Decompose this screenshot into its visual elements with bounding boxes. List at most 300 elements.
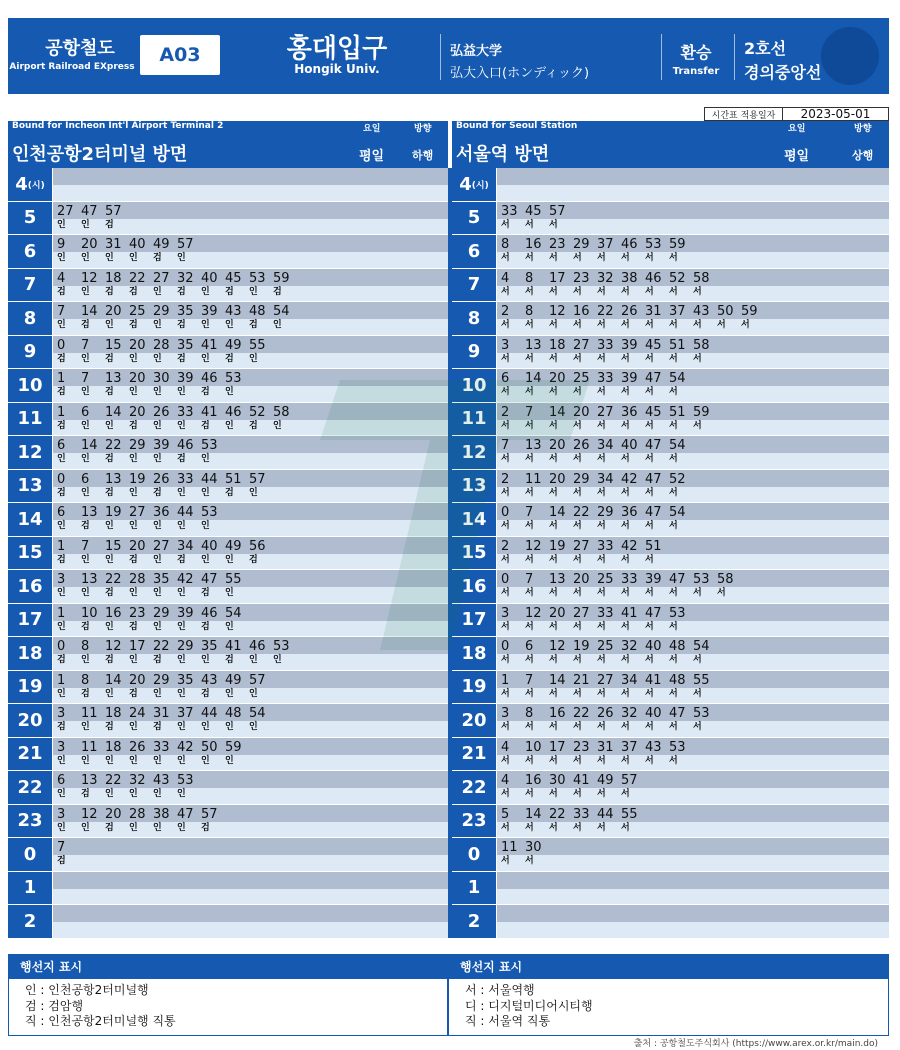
legend-item: 인 : 인천공항2터미널행 bbox=[25, 983, 149, 997]
departure-minute: 7 bbox=[81, 371, 90, 386]
departure-minute: 3 bbox=[57, 572, 66, 587]
departure-minute: 35 bbox=[177, 304, 194, 319]
departure-minute: 33 bbox=[597, 605, 614, 621]
destination-code: 서 bbox=[693, 722, 702, 732]
left-hour-label bbox=[8, 637, 52, 670]
departure-minute: 0 bbox=[57, 337, 66, 353]
destination-code: 검 bbox=[129, 420, 138, 431]
destination-code: 서 bbox=[597, 253, 606, 263]
departure-minute: 57 bbox=[621, 773, 638, 788]
hour-value: 10 bbox=[461, 374, 487, 396]
destination-code: 서 bbox=[525, 253, 534, 263]
destination-code: 인 bbox=[153, 621, 162, 632]
departure-minute: 19 bbox=[129, 471, 146, 487]
table-row bbox=[501, 371, 886, 402]
destination-code: 서 bbox=[549, 320, 558, 330]
departure-minute: 22 bbox=[105, 572, 122, 587]
legend-right-title: 행선지 표시 bbox=[448, 954, 889, 979]
departure-minute: 20 bbox=[549, 438, 566, 453]
destination-code: 서 bbox=[501, 789, 510, 799]
departure-minute: 8 bbox=[525, 304, 534, 319]
departure-minute: 44 bbox=[201, 471, 218, 487]
minutes-line bbox=[57, 204, 445, 219]
hour-value: 9 bbox=[467, 341, 481, 363]
departure-minute: 28 bbox=[129, 572, 146, 587]
left-hour-label bbox=[8, 336, 52, 369]
minutes-line bbox=[501, 706, 886, 721]
destination-code: 서 bbox=[669, 521, 678, 531]
departure-minute: 49 bbox=[153, 237, 170, 252]
table-row bbox=[57, 639, 445, 670]
hour-value: 15 bbox=[461, 542, 487, 564]
minutes-line bbox=[501, 606, 886, 621]
destination-code: 서 bbox=[549, 387, 558, 397]
destinations-line bbox=[57, 353, 445, 365]
departure-minute: 16 bbox=[525, 237, 542, 252]
destination-code: 인 bbox=[177, 521, 186, 531]
departure-minute: 23 bbox=[573, 739, 590, 755]
departure-minute: 57 bbox=[549, 203, 566, 219]
departure-minute: 5 bbox=[501, 806, 510, 822]
destination-code: 검 bbox=[201, 420, 210, 431]
destination-code: 검 bbox=[57, 353, 66, 364]
destination-code: 서 bbox=[669, 353, 678, 364]
left-bound-en: Bound for Incheon Int'l Airport Terminal 2 bbox=[12, 121, 224, 131]
destination-code: 서 bbox=[525, 219, 534, 230]
departure-minute: 7 bbox=[525, 505, 534, 520]
hour-unit: (시) bbox=[27, 180, 45, 191]
departure-minute: 7 bbox=[525, 572, 534, 587]
departure-minute: 17 bbox=[129, 639, 146, 654]
left-hour-label bbox=[8, 838, 52, 871]
hour-value: 0 bbox=[467, 843, 481, 865]
departure-minute: 54 bbox=[669, 371, 686, 386]
destination-code: 인 bbox=[273, 320, 282, 330]
destination-code: 서 bbox=[501, 722, 510, 732]
departure-minute: 38 bbox=[153, 806, 170, 822]
destination-code: 인 bbox=[153, 353, 162, 364]
departure-minute: 39 bbox=[621, 337, 638, 353]
destination-code: 인 bbox=[105, 621, 114, 632]
left-day-label: 요일 bbox=[363, 124, 381, 134]
departure-minute: 1 bbox=[57, 371, 66, 386]
destination-code: 서 bbox=[693, 688, 702, 699]
destination-code: 서 bbox=[645, 688, 654, 699]
table-row bbox=[57, 237, 445, 268]
destination-code: 검 bbox=[57, 286, 66, 297]
destination-code: 서 bbox=[525, 822, 534, 833]
table-row bbox=[501, 907, 886, 938]
departure-minute: 20 bbox=[573, 572, 590, 587]
destination-code: 검 bbox=[153, 722, 162, 732]
destination-code: 서 bbox=[597, 688, 606, 699]
departure-minute: 13 bbox=[105, 371, 122, 386]
departure-minute: 40 bbox=[201, 538, 218, 554]
departure-minute: 25 bbox=[597, 572, 614, 587]
destinations-line bbox=[57, 688, 445, 700]
destinations-line bbox=[501, 219, 886, 231]
table-row bbox=[57, 773, 445, 804]
destination-code: 서 bbox=[597, 454, 606, 464]
departure-minute: 53 bbox=[201, 505, 218, 520]
hour-value: 2 bbox=[467, 910, 481, 932]
departure-minute: 18 bbox=[105, 270, 122, 286]
departure-minute: 32 bbox=[597, 270, 614, 286]
departure-minute: 48 bbox=[669, 672, 686, 688]
destination-code: 인 bbox=[81, 454, 90, 464]
right-direction-title: 서울역 방면 bbox=[456, 144, 550, 165]
destination-code: 서 bbox=[717, 588, 726, 598]
departure-minute: 37 bbox=[597, 237, 614, 252]
departure-minute: 27 bbox=[153, 538, 170, 554]
destination-code: 인 bbox=[129, 822, 138, 833]
departure-minute: 22 bbox=[153, 639, 170, 654]
departure-minute: 59 bbox=[693, 404, 710, 420]
departure-minute: 20 bbox=[129, 672, 146, 688]
departure-minute: 58 bbox=[693, 270, 710, 286]
departure-minute: 33 bbox=[597, 371, 614, 386]
departure-minute: 7 bbox=[501, 438, 510, 453]
departure-minute: 39 bbox=[153, 438, 170, 453]
destination-code: 서 bbox=[645, 353, 654, 364]
departure-minute: 14 bbox=[549, 404, 566, 420]
destinations-line bbox=[501, 755, 886, 767]
minutes-line bbox=[57, 673, 445, 688]
destinations-line bbox=[57, 286, 445, 298]
destination-code: 검 bbox=[81, 688, 90, 699]
departure-minute: 46 bbox=[249, 639, 266, 654]
destination-code: 서 bbox=[597, 286, 606, 297]
hour-value: 16 bbox=[17, 575, 43, 597]
departure-minute: 53 bbox=[225, 371, 242, 386]
departure-minute: 2 bbox=[501, 471, 510, 487]
departure-minute: 53 bbox=[273, 639, 290, 654]
minutes-line bbox=[57, 472, 445, 487]
destination-code: 인 bbox=[177, 722, 186, 732]
departure-minute: 27 bbox=[153, 270, 170, 286]
destination-code: 서 bbox=[549, 621, 558, 632]
destinations-line bbox=[501, 386, 886, 398]
departure-minute: 35 bbox=[201, 639, 218, 654]
hour-value: 15 bbox=[17, 542, 43, 564]
table-row bbox=[57, 807, 445, 838]
departure-minute: 40 bbox=[645, 639, 662, 654]
departure-minute: 57 bbox=[105, 203, 122, 219]
departure-minute: 54 bbox=[225, 605, 242, 621]
departure-minute: 27 bbox=[573, 538, 590, 554]
departure-minute: 19 bbox=[549, 538, 566, 554]
destination-code: 인 bbox=[201, 521, 210, 531]
departure-minute: 38 bbox=[621, 270, 638, 286]
departure-minute: 55 bbox=[693, 672, 710, 688]
left-hour-label bbox=[8, 168, 52, 201]
departure-minute: 11 bbox=[81, 739, 98, 755]
destination-code: 인 bbox=[225, 554, 234, 565]
departure-minute: 31 bbox=[153, 706, 170, 721]
departure-minute: 37 bbox=[177, 706, 194, 721]
departure-minute: 8 bbox=[501, 237, 510, 252]
departure-minute: 42 bbox=[177, 739, 194, 755]
destination-code: 인 bbox=[81, 822, 90, 833]
destination-code: 서 bbox=[549, 454, 558, 464]
departure-minute: 15 bbox=[105, 538, 122, 554]
destination-code: 인 bbox=[81, 219, 90, 230]
hour-value: 13 bbox=[17, 475, 43, 497]
minutes-line bbox=[501, 539, 886, 554]
departure-minute: 27 bbox=[573, 605, 590, 621]
destination-code: 서 bbox=[525, 521, 534, 531]
destination-code: 검 bbox=[129, 554, 138, 565]
departure-minute: 14 bbox=[81, 438, 98, 453]
destination-code: 서 bbox=[525, 420, 534, 431]
departure-minute: 57 bbox=[249, 471, 266, 487]
destination-code: 서 bbox=[501, 219, 510, 230]
departure-minute: 8 bbox=[525, 270, 534, 286]
departure-minute: 2 bbox=[501, 404, 510, 420]
departure-minute: 41 bbox=[645, 672, 662, 688]
hour-value: 18 bbox=[461, 642, 487, 664]
departure-minute: 1 bbox=[57, 404, 66, 420]
destination-code: 서 bbox=[573, 320, 582, 330]
header-divider bbox=[440, 34, 441, 80]
departure-minute: 3 bbox=[57, 706, 66, 721]
table-row bbox=[57, 874, 445, 905]
destination-code: 서 bbox=[549, 487, 558, 498]
departure-minute: 12 bbox=[525, 538, 542, 554]
departure-minute: 48 bbox=[225, 706, 242, 721]
departure-minute: 40 bbox=[129, 237, 146, 252]
departure-minute: 20 bbox=[573, 404, 590, 420]
destination-code: 서 bbox=[501, 387, 510, 397]
minutes-line bbox=[501, 271, 886, 286]
departure-minute: 40 bbox=[201, 270, 218, 286]
departure-minute: 53 bbox=[201, 438, 218, 453]
hour-value: 12 bbox=[461, 441, 487, 463]
destination-code: 서 bbox=[669, 655, 678, 665]
departure-minute: 57 bbox=[177, 237, 194, 252]
departure-minute: 28 bbox=[129, 806, 146, 822]
railway-name: 공항철도 bbox=[45, 38, 115, 59]
right-hour-label bbox=[452, 336, 496, 369]
departure-minute: 31 bbox=[597, 739, 614, 755]
right-hour-label bbox=[452, 537, 496, 570]
destination-code: 서 bbox=[501, 320, 510, 330]
departure-minute: 40 bbox=[645, 706, 662, 721]
departure-minute: 29 bbox=[153, 605, 170, 621]
destination-code: 서 bbox=[645, 286, 654, 297]
departure-minute: 24 bbox=[129, 706, 146, 721]
departure-minute: 47 bbox=[177, 806, 194, 822]
departure-minute: 22 bbox=[105, 773, 122, 788]
destination-code: 검 bbox=[225, 353, 234, 364]
destination-code: 서 bbox=[669, 286, 678, 297]
departure-minute: 22 bbox=[105, 438, 122, 453]
departure-minute: 13 bbox=[81, 572, 98, 587]
departure-minute: 26 bbox=[573, 438, 590, 453]
departure-minute: 20 bbox=[549, 371, 566, 386]
hour-unit: (시) bbox=[471, 180, 489, 191]
destination-code: 인 bbox=[225, 420, 234, 431]
hour-value: 13 bbox=[461, 475, 487, 497]
table-row bbox=[57, 740, 445, 771]
hour-value: 16 bbox=[461, 575, 487, 597]
departure-minute: 6 bbox=[81, 471, 90, 487]
departure-minute: 4 bbox=[501, 773, 510, 788]
left-hour-label bbox=[8, 570, 52, 603]
hour-value: 23 bbox=[461, 810, 487, 832]
destination-code: 서 bbox=[621, 286, 630, 297]
minutes-line bbox=[57, 572, 445, 587]
minutes-line bbox=[57, 405, 445, 420]
destination-code: 검 bbox=[177, 554, 186, 565]
hour-value: 12 bbox=[17, 441, 43, 463]
hour-value: 22 bbox=[17, 776, 43, 798]
departure-minute: 13 bbox=[81, 773, 98, 788]
left-hour-label bbox=[8, 503, 52, 536]
departure-minute: 13 bbox=[105, 471, 122, 487]
table-row bbox=[501, 773, 886, 804]
departure-minute: 29 bbox=[177, 639, 194, 654]
destination-code: 검 bbox=[201, 822, 210, 833]
destination-code: 인 bbox=[57, 822, 66, 833]
destination-code: 서 bbox=[501, 688, 510, 699]
destination-code: 서 bbox=[525, 353, 534, 364]
destination-code: 서 bbox=[549, 789, 558, 799]
destinations-line bbox=[57, 755, 445, 767]
hour-value: 18 bbox=[17, 642, 43, 664]
destination-code: 검 bbox=[177, 454, 186, 464]
table-row bbox=[57, 438, 445, 469]
departure-minute: 58 bbox=[717, 572, 734, 587]
destination-code: 인 bbox=[129, 521, 138, 531]
destination-code: 검 bbox=[249, 320, 258, 330]
left-hour-label bbox=[8, 604, 52, 637]
left-direction-bar bbox=[8, 134, 448, 168]
departure-minute: 14 bbox=[549, 672, 566, 688]
left-dir-label: 방향 bbox=[414, 124, 432, 134]
destination-code: 서 bbox=[645, 387, 654, 397]
destinations-line bbox=[501, 319, 886, 331]
departure-minute: 29 bbox=[597, 505, 614, 520]
departure-minute: 25 bbox=[129, 304, 146, 319]
destination-code: 인 bbox=[249, 286, 258, 297]
destination-code: 서 bbox=[501, 420, 510, 431]
minutes-line bbox=[501, 237, 886, 252]
departure-minute: 0 bbox=[57, 639, 66, 654]
departure-minute: 56 bbox=[249, 538, 266, 554]
departure-minute: 35 bbox=[153, 572, 170, 587]
destination-code: 서 bbox=[501, 755, 510, 766]
minutes-line bbox=[501, 472, 886, 487]
destination-code: 인 bbox=[225, 755, 234, 766]
destination-code: 서 bbox=[669, 688, 678, 699]
departure-minute: 27 bbox=[597, 672, 614, 688]
departure-minute: 42 bbox=[177, 572, 194, 587]
destination-code: 인 bbox=[177, 387, 186, 397]
departure-minute: 53 bbox=[645, 237, 662, 252]
table-row bbox=[57, 472, 445, 503]
departure-minute: 17 bbox=[549, 270, 566, 286]
minutes-line bbox=[501, 338, 886, 353]
minutes-line bbox=[57, 271, 445, 286]
destination-code: 서 bbox=[573, 755, 582, 766]
destination-code: 서 bbox=[597, 722, 606, 732]
departure-minute: 39 bbox=[621, 371, 638, 386]
destination-code: 인 bbox=[153, 789, 162, 799]
destination-code: 인 bbox=[129, 722, 138, 732]
destination-code: 서 bbox=[525, 655, 534, 665]
destination-code: 서 bbox=[549, 521, 558, 531]
departure-minute: 39 bbox=[645, 572, 662, 587]
minutes-line bbox=[57, 773, 445, 788]
destination-code: 서 bbox=[501, 655, 510, 665]
applies-date: 2023-05-01 bbox=[782, 107, 889, 121]
destinations-line bbox=[57, 319, 445, 331]
table-row bbox=[501, 237, 886, 268]
left-hour-label bbox=[8, 269, 52, 302]
table-row bbox=[501, 204, 886, 235]
destination-code: 인 bbox=[201, 320, 210, 330]
transfer-line-2: 경의중앙선 bbox=[744, 63, 822, 82]
destination-code: 검 bbox=[153, 655, 162, 665]
legend-item: 검 : 검암행 bbox=[25, 998, 84, 1013]
table-row bbox=[501, 673, 886, 704]
destination-code: 서 bbox=[549, 655, 558, 665]
destinations-line bbox=[57, 487, 445, 499]
departure-minute: 53 bbox=[177, 773, 194, 788]
destination-code: 서 bbox=[573, 655, 582, 665]
hour-value: 22 bbox=[461, 776, 487, 798]
departure-minute: 55 bbox=[621, 806, 638, 822]
left-hour-label bbox=[8, 771, 52, 804]
destination-code: 인 bbox=[129, 353, 138, 364]
minutes-line bbox=[501, 438, 886, 453]
destinations-line bbox=[57, 654, 445, 666]
departure-minute: 42 bbox=[621, 538, 638, 554]
departure-minute: 18 bbox=[549, 337, 566, 353]
table-row bbox=[501, 170, 886, 201]
destination-code: 검 bbox=[81, 621, 90, 632]
left-hour-label bbox=[8, 235, 52, 268]
destination-code: 검 bbox=[129, 621, 138, 632]
hour-value: 17 bbox=[17, 609, 43, 631]
table-row bbox=[501, 639, 886, 670]
table-row bbox=[501, 539, 886, 570]
destination-code: 서 bbox=[693, 420, 702, 431]
left-hour-label bbox=[8, 872, 52, 905]
hour-value: 23 bbox=[17, 810, 43, 832]
departure-minute: 43 bbox=[225, 304, 242, 319]
destination-code: 인 bbox=[105, 554, 114, 565]
destination-code: 인 bbox=[249, 722, 258, 732]
destination-code: 서 bbox=[669, 487, 678, 498]
transfer-line-1: 2호선 bbox=[744, 39, 787, 58]
destination-code: 인 bbox=[81, 487, 90, 498]
hour-value: 1 bbox=[467, 877, 481, 899]
departure-minute: 12 bbox=[549, 304, 566, 319]
departure-minute: 8 bbox=[81, 639, 90, 654]
departure-minute: 36 bbox=[621, 404, 638, 420]
destination-code: 서 bbox=[645, 320, 654, 330]
destination-code: 서 bbox=[621, 320, 630, 330]
destination-code: 서 bbox=[573, 521, 582, 531]
departure-minute: 3 bbox=[501, 706, 510, 721]
destination-code: 서 bbox=[669, 320, 678, 330]
departure-minute: 33 bbox=[597, 337, 614, 353]
destinations-line bbox=[57, 587, 445, 599]
departure-minute: 33 bbox=[597, 538, 614, 554]
departure-minute: 53 bbox=[693, 706, 710, 721]
